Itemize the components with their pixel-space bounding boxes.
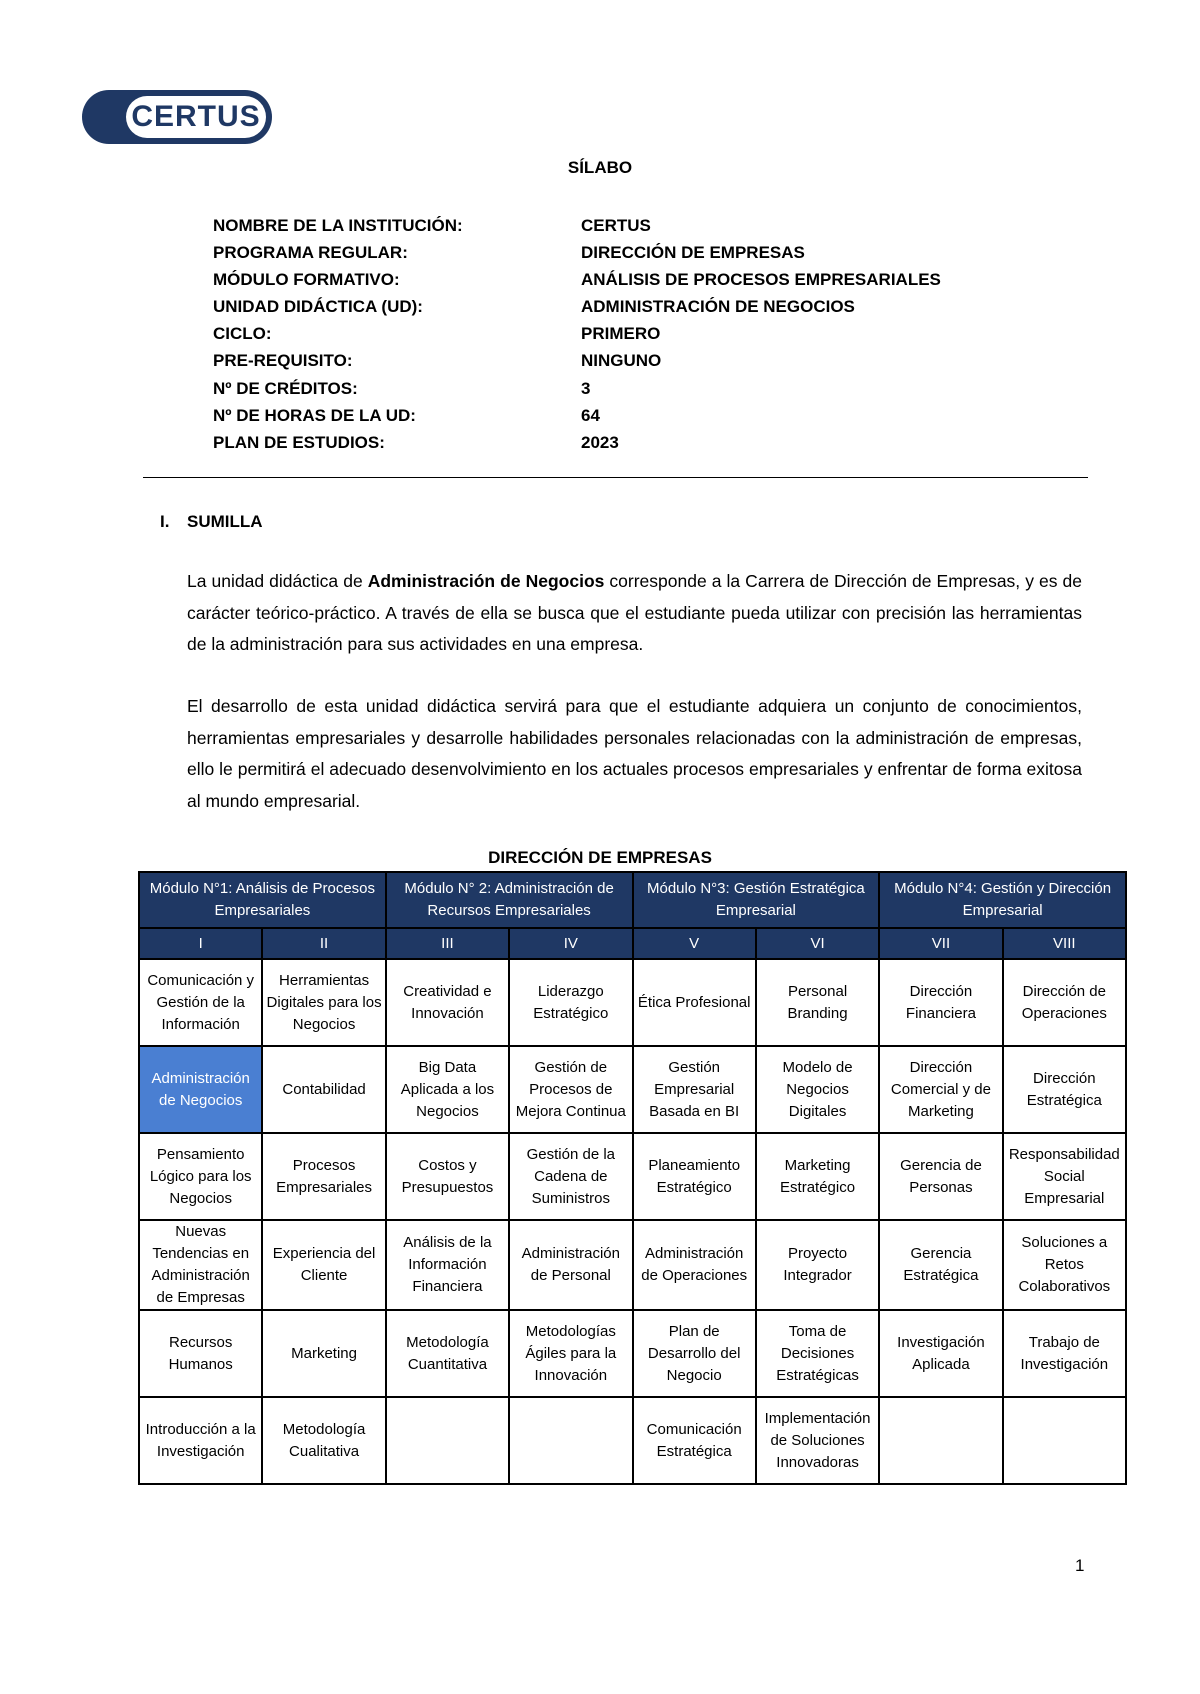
- info-label: PLAN DE ESTUDIOS:: [213, 432, 385, 452]
- curriculum-table: [138, 871, 1127, 1485]
- info-value: PRIMERO: [581, 324, 661, 344]
- table-row: [139, 1046, 1126, 1133]
- section-title: SUMILLA: [187, 512, 263, 531]
- course-cell: Procesos Empresariales: [262, 1133, 385, 1220]
- course-cell-empty: [879, 1397, 1002, 1484]
- logo-text: CERTUS: [131, 100, 261, 133]
- course-cell: Introducción a la Investigación: [139, 1397, 262, 1484]
- certus-logo: [82, 90, 272, 144]
- module-header-row: [139, 872, 1126, 928]
- course-cell: Administración de Operaciones: [633, 1220, 756, 1310]
- course-cell: Dirección Comercial y de Marketing: [879, 1046, 1002, 1133]
- cycle-header: VII: [879, 928, 1002, 959]
- cycle-header: II: [262, 928, 385, 959]
- course-cell: Responsabilidad Social Empresarial: [1003, 1133, 1126, 1220]
- course-cell-highlighted: Administración de Negocios: [139, 1046, 262, 1133]
- course-cell: Metodologías Ágiles para la Innovación: [509, 1310, 632, 1397]
- info-label: NOMBRE DE LA INSTITUCIÓN:: [213, 216, 463, 235]
- section-number: I.: [160, 512, 170, 531]
- course-cell: Planeamiento Estratégico: [633, 1133, 756, 1220]
- course-cell: Comunicación y Gestión de la Información: [139, 959, 262, 1046]
- course-cell: Metodología Cuantitativa: [386, 1310, 509, 1397]
- course-cell: Análisis de la Información Financiera: [386, 1220, 509, 1310]
- summary-paragraph-1: [187, 566, 1082, 661]
- paragraph-text: La unidad didáctica de: [187, 571, 368, 591]
- course-cell: Soluciones a Retos Colaborativos: [1003, 1220, 1126, 1310]
- section-heading: [160, 512, 263, 532]
- course-cell: Costos y Presupuestos: [386, 1133, 509, 1220]
- course-cell: Ética Profesional: [633, 959, 756, 1046]
- course-cell: Marketing Estratégico: [756, 1133, 879, 1220]
- course-cell: Liderazgo Estratégico: [509, 959, 632, 1046]
- module-header: Módulo N°1: Análisis de Procesos Empresariales: [139, 872, 386, 928]
- course-cell: Pensamiento Lógico para los Negocios: [139, 1133, 262, 1220]
- horizontal-divider: [143, 477, 1088, 478]
- course-cell-empty: [386, 1397, 509, 1484]
- info-value: 3: [581, 378, 591, 398]
- course-cell: Gestión de la Cadena de Suministros: [509, 1133, 632, 1220]
- info-value: 64: [581, 405, 600, 425]
- course-cell: Dirección de Operaciones: [1003, 959, 1126, 1046]
- course-cell: Toma de Decisiones Estratégicas: [756, 1310, 879, 1397]
- cycle-header-row: [139, 928, 1126, 959]
- paragraph-text: corresponde a la Carrera de Dirección de Empresas, y es de carácter teórico-práctico. A través de ella se busca que el estudiante pueda utilizar con precisión las herramientas de la administración para sus actividades en una empresa.: [187, 571, 1082, 654]
- course-cell: Contabilidad: [262, 1046, 385, 1133]
- course-cell-empty: [1003, 1397, 1126, 1484]
- course-cell: Recursos Humanos: [139, 1310, 262, 1397]
- info-value: 2023: [581, 432, 619, 452]
- table-row: [139, 1133, 1126, 1220]
- info-label: Nº DE HORAS DE LA UD:: [213, 405, 416, 425]
- table-row: [139, 1220, 1126, 1310]
- course-cell: Gerencia Estratégica: [879, 1220, 1002, 1310]
- course-cell: Trabajo de Investigación: [1003, 1310, 1126, 1397]
- course-cell: Big Data Aplicada a los Negocios: [386, 1046, 509, 1133]
- course-cell: Comunicación Estratégica: [633, 1397, 756, 1484]
- cycle-header: V: [633, 928, 756, 959]
- course-cell: Implementación de Soluciones Innovadoras: [756, 1397, 879, 1484]
- course-cell: Modelo de Negocios Digitales: [756, 1046, 879, 1133]
- course-cell-empty: [509, 1397, 632, 1484]
- course-cell: Experiencia del Cliente: [262, 1220, 385, 1310]
- table-row: [139, 1397, 1126, 1484]
- course-cell: Dirección Estratégica: [1003, 1046, 1126, 1133]
- course-cell: Investigación Aplicada: [879, 1310, 1002, 1397]
- course-cell: Administración de Personal: [509, 1220, 632, 1310]
- page-number: 1: [1075, 1556, 1085, 1575]
- table-title: DIRECCIÓN DE EMPRESAS: [488, 848, 712, 867]
- course-cell: Metodología Cualitativa: [262, 1397, 385, 1484]
- module-header: Módulo N°3: Gestión Estratégica Empresarial: [633, 872, 880, 928]
- module-header: Módulo N°4: Gestión y Dirección Empresarial: [879, 872, 1126, 928]
- course-cell: Personal Branding: [756, 959, 879, 1046]
- summary-paragraph-2: El desarrollo de esta unidad didáctica servirá para que el estudiante adquiera un conjunto de conocimientos, herramientas empresariales y desarrolle habilidades personales relacionadas con la administración de empresas, ello le permitirá el adecuado desenvolvimiento en los actuales procesos empresariales y enfrentar de forma exitosa al mundo empresarial.: [187, 696, 1082, 811]
- course-cell: Gerencia de Personas: [879, 1133, 1002, 1220]
- document-title: SÍLABO: [567, 158, 633, 177]
- table-row: [139, 1310, 1126, 1397]
- paragraph-bold-text: Administración de Negocios: [367, 571, 605, 591]
- info-value: NINGUNO: [581, 351, 662, 371]
- info-label: MÓDULO FORMATIVO:: [213, 270, 400, 290]
- info-value: ANÁLISIS DE PROCESOS EMPRESARIALES: [581, 270, 941, 290]
- course-cell: Nuevas Tendencias en Administración de Empresas: [139, 1220, 262, 1310]
- info-label: UNIDAD DIDÁCTICA (UD):: [213, 297, 423, 317]
- info-value: CERTUS: [581, 216, 651, 235]
- course-cell: Dirección Financiera: [879, 959, 1002, 1046]
- course-cell: Gestión Empresarial Basada en BI: [633, 1046, 756, 1133]
- table-row: [139, 959, 1126, 1046]
- course-cell: Plan de Desarrollo del Negocio: [633, 1310, 756, 1397]
- info-label: PRE-REQUISITO:: [213, 351, 353, 371]
- course-cell: Creatividad e Innovación: [386, 959, 509, 1046]
- course-cell: Herramientas Digitales para los Negocios: [262, 959, 385, 1046]
- cycle-header: I: [139, 928, 262, 959]
- info-value: ADMINISTRACIÓN DE NEGOCIOS: [581, 297, 855, 317]
- module-header: Módulo N° 2: Administración de Recursos Empresariales: [386, 872, 633, 928]
- info-label: Nº DE CRÉDITOS:: [213, 378, 358, 398]
- course-cell: Proyecto Integrador: [756, 1220, 879, 1310]
- course-cell: Gestión de Procesos de Mejora Continua: [509, 1046, 632, 1133]
- info-label: CICLO:: [213, 324, 272, 344]
- info-value: DIRECCIÓN DE EMPRESAS: [581, 243, 805, 263]
- course-cell: Marketing: [262, 1310, 385, 1397]
- cycle-header: IV: [509, 928, 632, 959]
- cycle-header: III: [386, 928, 509, 959]
- cycle-header: VI: [756, 928, 879, 959]
- cycle-header: VIII: [1003, 928, 1126, 959]
- info-label: PROGRAMA REGULAR:: [213, 243, 408, 263]
